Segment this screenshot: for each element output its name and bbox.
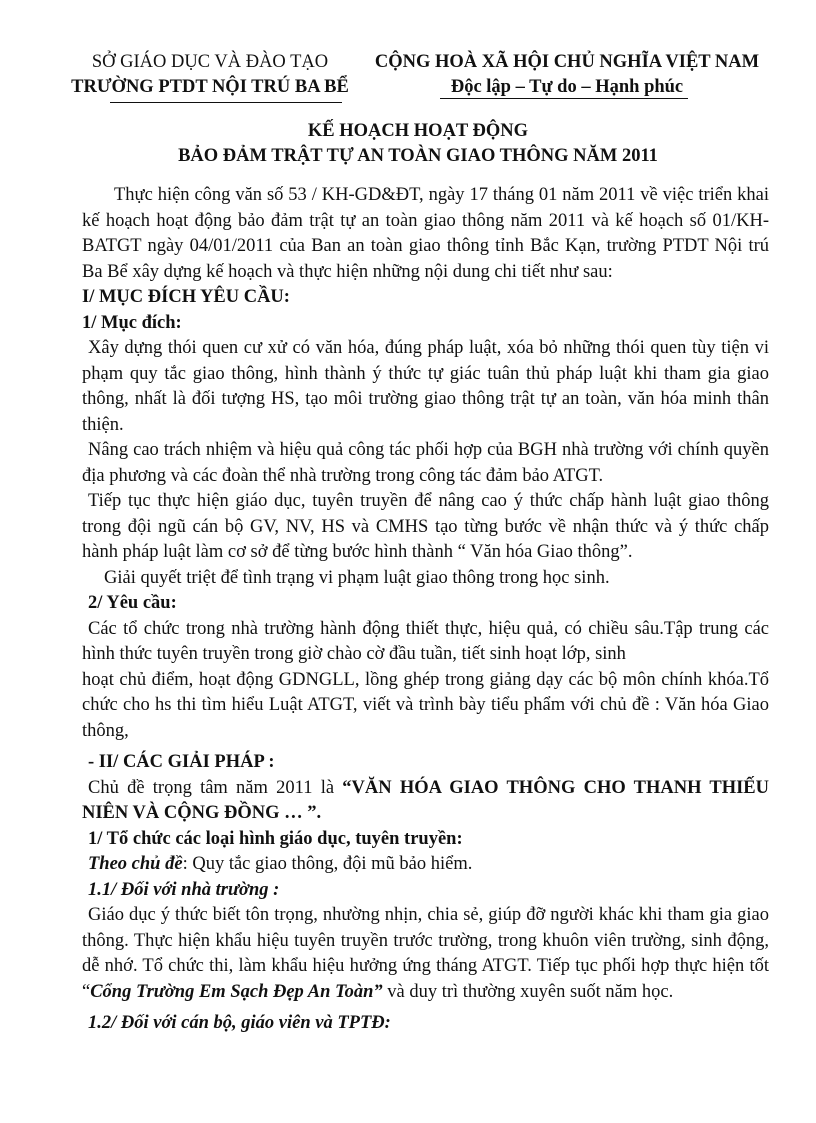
requirements-paragraph-1: Các tổ chức trong nhà trường hành động thiết thực, hiệu quả, có chiều sâu.Tập trung các hình thức tuyên truyền trong giờ chào cờ đầu tuần, tiết sinh hoạt lớp, sinh <box>82 618 769 664</box>
theme-paragraph <box>82 776 769 827</box>
motto-underline <box>440 98 688 99</box>
title-line-2: BẢO ĐẢM TRẬT TỰ AN TOÀN GIAO THÔNG NĂM 2011 <box>178 146 658 166</box>
national-title: CỘNG HOÀ XÃ HỘI CHỦ NGHĨA VIỆT NAM <box>374 52 760 72</box>
section-1-heading: I/ MỤC ĐÍCH YÊU CẦU: <box>82 287 290 307</box>
subsection-requirements-heading: 2/ Yêu cầu: <box>88 593 177 613</box>
theme-intro-text: Chủ đề trọng tâm năm 2011 là <box>88 777 343 798</box>
department-name: SỞ GIÁO DỤC VÀ ĐÀO TẠO <box>91 52 329 72</box>
school-slogan: Cổng Trường Em Sạch Đẹp An Toàn” <box>90 981 383 1002</box>
national-header <box>362 50 772 100</box>
requirements-paragraph-2: hoạt chủ điểm, hoạt động GDNGLL, lồng ghép trong giảng dạy các bộ môn chính khóa.Tổ chức cho hs thi tìm hiểu Luật ATGT, viết và trình bày tiểu phẩm với chủ đề : Văn hóa Giao thông, <box>82 669 769 741</box>
purpose-paragraph-2: Nâng cao trách nhiệm và hiệu quả công tác phối hợp của BGH nhà trường với chính quyền địa phương và các đoàn thể nhà trường trong công tác đảm bảo ATGT. <box>82 440 769 486</box>
intro-paragraph: Thực hiện công văn số 53 / KH-GD&ĐT, ngày 17 tháng 01 năm 2011 về việc triển khai kế hoạch hoạt động bảo đảm trật tự an toàn giao thông năm 2011 và kế hoạch số 01/KH-BATGT ngày 04/01/2011 của Ban an toàn giao thông tỉnh Bắc Kạn, trường PTDT Nội trú Ba Bể xây dựng kế hoạch và thực hiện những nội dung chi tiết như sau: <box>82 185 769 282</box>
section-2-heading: - II/ CÁC GIẢI PHÁP : <box>88 752 275 772</box>
school-paragraph-end: và duy trì thường xuyên suốt năm học. <box>382 981 674 1002</box>
school-paragraph-text: Giáo dục ý thức biết tôn trọng, nhường nhịn, chia sẻ, giúp đỡ người khác khi tham gia giao thông. Thực hiện khẩu hiệu tuyên truyền trước trường, trong khuôn viên trường, sinh động, dễ nhớ. Tổ chức thi, làm khẩu hiệu hưởng ứng tháng ATGT. Tiếp tục phối hợp thực hiện tốt “ <box>82 905 769 1002</box>
purpose-paragraph-3: Tiếp tục thực hiện giáo dục, tuyên truyền để nâng cao ý thức chấp hành luật giao thông trong đội ngũ cán bộ GV, NV, HS và CMHS tạo từng bước về nhận thức và ý thức chấp hành pháp luật làm cơ sở để từng bước hình thành “ Văn hóa Giao thông”. <box>82 491 769 562</box>
national-motto: Độc lập – Tự do – Hạnh phúc <box>450 77 684 97</box>
agency-header <box>60 50 360 100</box>
subsection-staff-heading: 1.2/ Đối với cán bộ, giáo viên và TPTĐ: <box>88 1013 391 1033</box>
title-line-1: KẾ HOẠCH HOẠT ĐỘNG <box>307 121 529 141</box>
subsection-school-heading: 1.1/ Đối với nhà trường : <box>88 879 280 900</box>
subsection-education-heading: 1/ Tổ chức các loại hình giáo dục, tuyên truyền: <box>88 828 463 849</box>
school-paragraph <box>82 903 769 1005</box>
theme-text: : Quy tắc giao thông, đội mũ bảo hiểm. <box>182 854 473 874</box>
theme-label: Theo chủ đề <box>88 854 183 874</box>
purpose-paragraph-1: Xây dựng thói quen cư xử có văn hóa, đúng pháp luật, xóa bỏ những thói quen tùy tiện vi phạm quy tắc giao thông, hình thành ý thức tự giác tuân thủ pháp luật khi tham gia giao thông, nhất là đối tượng HS, tạo môi trường giao thông trật tự an toàn, văn hóa minh thân thiện. <box>82 338 769 435</box>
theme-line <box>82 852 769 878</box>
document-body <box>82 183 769 1037</box>
document-title <box>60 119 776 169</box>
subsection-purpose-heading: 1/ Mục đích: <box>82 312 182 333</box>
theme-slogan: “VĂN HÓA GIAO THÔNG CHO THANH THIẾU NIÊN VÀ CỘNG ĐỒNG … ”. <box>82 777 770 823</box>
school-name: TRƯỜNG PTDT NỘI TRÚ BA BỂ <box>71 77 349 97</box>
school-name-underline <box>110 102 342 103</box>
purpose-paragraph-4: Giải quyết triệt để tình trạng vi phạm luật giao thông trong học sinh. <box>104 567 610 588</box>
